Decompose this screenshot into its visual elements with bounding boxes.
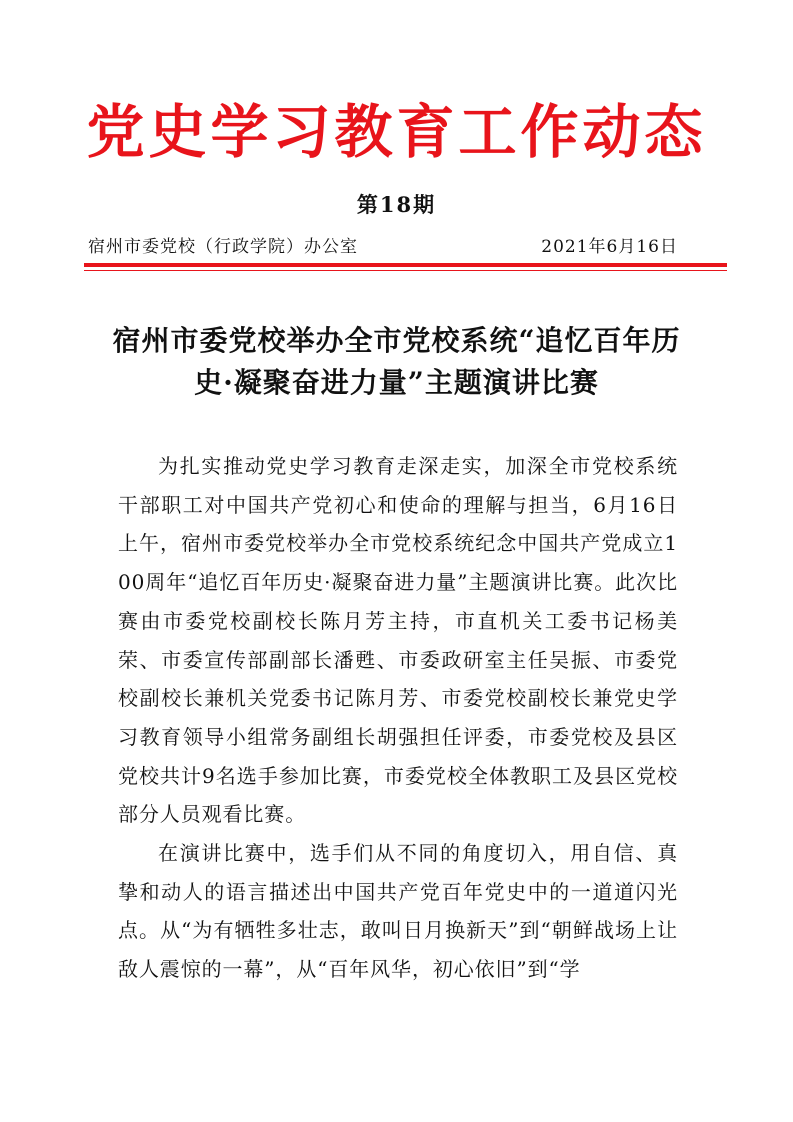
issuer-info-row <box>88 233 678 261</box>
issue-date: 2021年6月16日 <box>541 237 678 257</box>
masthead-title: 党史学习教育工作动态 <box>86 98 707 166</box>
issuing-office: 宿州市委党校（行政学院）办公室 <box>88 237 358 257</box>
article-headline: 宿州市委党校举办全市党校系统“追忆百年历史·凝聚奋进力量”主题演讲比赛 <box>112 324 681 399</box>
red-divider-thick <box>84 263 727 267</box>
issue-number: 第18期 <box>356 192 437 217</box>
article-paragraph-2: 在演讲比赛中，选手们从不同的角度切入，用自信、真挚和动人的语言描述出中国共产党百年党史中的一道道闪光点。从“为有牺牲多壮志，敢叫日月换新天”到“朝鲜战场上让敌人震惊的一幕”，从“百年风华，初心依旧”到“学 <box>118 841 678 982</box>
article-body <box>118 447 678 989</box>
article-paragraph-1: 为扎实推动党史学习教育走深走实，加深全市党校系统干部职工对中国共产党初心和使命的理解与担当，6月16日上午，宿州市委党校举办全市党校系统纪念中国共产党成立100周年“追忆百年历史·凝聚奋进力量”主题演讲比赛。此次比赛由市委党校副校长陈月芳主持，市直机关工委书记杨美荣、市委宣传部副部长潘甦、市委政研室主任吴振、市委党校副校长兼机关党委书记陈月芳、市委党校副校长兼党史学习教育领导小组常务副组长胡强担任评委，市委党校及县区党校共计9名选手参加比赛，市委党校全体教职工及县区党校部分人员观看比赛。 <box>118 454 678 827</box>
red-divider-thin <box>84 270 727 271</box>
